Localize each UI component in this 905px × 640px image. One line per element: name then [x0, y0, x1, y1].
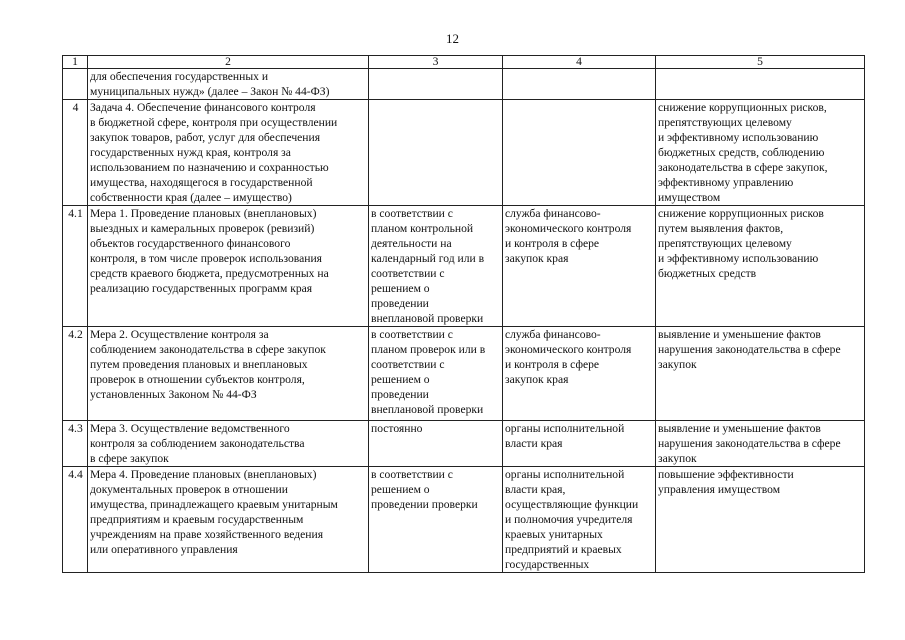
deadline-cell: [369, 467, 503, 573]
deadline-text: постоянно: [371, 422, 423, 435]
deadline-text: в соответствии с планом контрольной деятельности на календарный год или в соответствии с решением о проведении внеплановой проверки: [371, 207, 485, 325]
row-number: 4.1: [63, 206, 88, 327]
row-number: [63, 69, 88, 100]
executor-cell: [503, 327, 656, 421]
executor-text: органы исполнительной власти края, осуществляющие функции и полномочия учредителя краевых унитарных предприятий и краевых государственных: [505, 468, 639, 571]
measure-cell: [88, 69, 369, 100]
row-number: 4.4: [63, 467, 88, 573]
table-row: [63, 467, 865, 573]
page-number: 12: [446, 31, 459, 46]
deadline-cell: [369, 327, 503, 421]
executor-text: служба финансово- экономического контроля и контроля в сфере закупок края: [505, 328, 632, 386]
row-number: 4.3: [63, 421, 88, 467]
column-header-3: 3: [369, 56, 503, 69]
result-text: снижение коррупционных рисков путем выявления фактов, препятствующих целевому и эффективному использованию бюджетных средств: [658, 207, 824, 280]
measure-text: Мера 3. Осуществление ведомственного контроля за соблюдением законодательства в сфере закупок: [90, 422, 305, 465]
table-row: [63, 421, 865, 467]
column-header-5: 5: [656, 56, 865, 69]
table-row: [63, 100, 865, 206]
executor-cell: [503, 467, 656, 573]
table-row: [63, 327, 865, 421]
executor-cell: [503, 206, 656, 327]
deadline-cell: [369, 100, 503, 206]
header-row: [63, 56, 865, 69]
deadline-cell: [369, 421, 503, 467]
column-header-2: 2: [88, 56, 369, 69]
measure-cell: [88, 100, 369, 206]
executor-text: органы исполнительной власти края: [505, 422, 625, 450]
deadline-text: в соответствии с решением о проведении проверки: [371, 468, 478, 511]
column-header-4: 4: [503, 56, 656, 69]
measure-text: Мера 1. Проведение плановых (внеплановых) выездных и камеральных проверок (ревизий) объектов государственного финансового контроля, в том числе проверок использования средств краевого бюджета, предусмотренных на реализацию государственных программ края: [90, 207, 329, 295]
table-row: [63, 206, 865, 327]
result-cell: [656, 69, 865, 100]
row-number: 4.2: [63, 327, 88, 421]
deadline-cell: [369, 206, 503, 327]
executor-cell: [503, 100, 656, 206]
result-text: выявление и уменьшение фактов нарушения законодательства в сфере закупок: [658, 328, 841, 371]
measure-cell: [88, 467, 369, 573]
measure-cell: [88, 327, 369, 421]
column-header-1: 1: [63, 56, 88, 69]
executor-cell: [503, 69, 656, 100]
result-cell: [656, 421, 865, 467]
measure-cell: [88, 206, 369, 327]
row-number: 4: [63, 100, 88, 206]
table-row: [63, 69, 865, 100]
deadline-text: в соответствии с планом проверок или в соответствии с решением о проведении внеплановой проверки: [371, 328, 486, 416]
result-text: выявление и уменьшение фактов нарушения законодательства в сфере закупок: [658, 422, 841, 465]
measure-text: для обеспечения государственных и муниципальных нужд» (далее – Закон № 44-ФЗ): [90, 70, 330, 98]
measure-text: Мера 2. Осуществление контроля за соблюдением законодательства в сфере закупок путем проведения плановых и внеплановых проверок в отношении субъектов контроля, установленных Законом № 44-ФЗ: [90, 328, 326, 401]
deadline-cell: [369, 69, 503, 100]
result-cell: [656, 100, 865, 206]
measure-text: Мера 4. Проведение плановых (внеплановых) документальных проверок в отношении имущества, принадлежащего краевым унитарным предприятиям и краевым государственным учреждениям на праве хозяйственного ведения или оперативного управления: [90, 468, 338, 556]
measures-table: [62, 55, 865, 573]
result-cell: [656, 327, 865, 421]
result-cell: [656, 206, 865, 327]
measure-cell: [88, 421, 369, 467]
result-text: повышение эффективности управления имуществом: [658, 468, 794, 496]
measure-text: Задача 4. Обеспечение финансового контроля в бюджетной сфере, контроля при осуществлении закупок товаров, работ, услуг для обеспечения государственных нужд края, контроля за использованием по назначению и сохранностью имущества, находящегося в государственной собственности края (далее – имущество): [90, 101, 338, 204]
result-text: снижение коррупционных рисков, препятствующих целевому и эффективному использованию бюджетных средств, соблюдению законодательства в сфере закупок, эффективному управлению имуществом: [658, 101, 828, 204]
executor-cell: [503, 421, 656, 467]
result-cell: [656, 467, 865, 573]
executor-text: служба финансово- экономического контроля и контроля в сфере закупок края: [505, 207, 632, 265]
